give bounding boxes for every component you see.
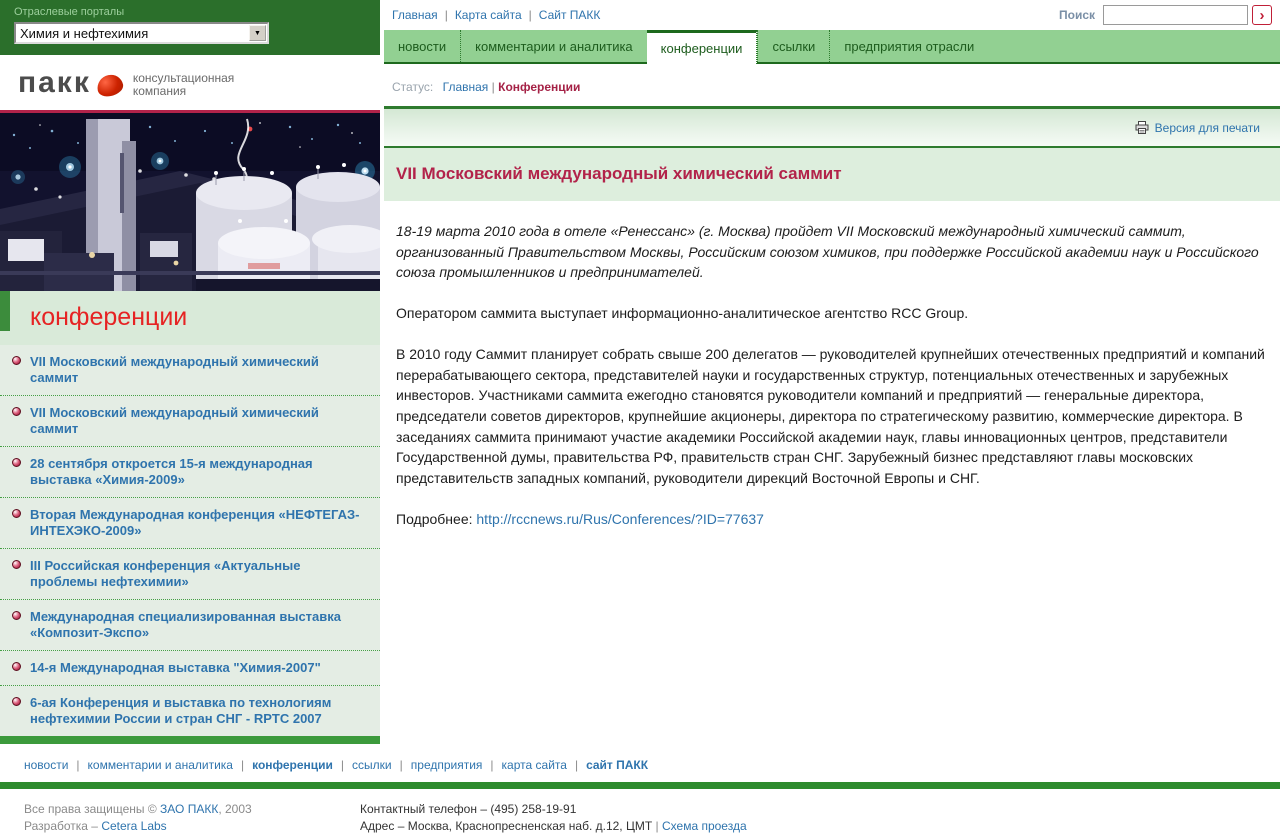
article-paragraph: Оператором саммита выступает информационно-аналитическое агентство RCC Group. — [396, 305, 969, 322]
copyright-year: , 2003 — [218, 802, 252, 816]
breadcrumb — [384, 64, 1280, 106]
left-column — [0, 0, 380, 744]
sidebar-bottom-bar — [0, 736, 380, 744]
list-item[interactable] — [0, 395, 380, 446]
separator: | — [528, 8, 532, 22]
search-zone — [1059, 5, 1272, 25]
print-band — [384, 109, 1280, 146]
plant-night-scene — [0, 113, 380, 291]
separator: | — [76, 758, 80, 772]
logo-wordmark: пакк — [18, 65, 91, 99]
portal-label: Отраслевые порталы — [14, 6, 125, 18]
separator: | — [655, 819, 659, 833]
top-link-home[interactable]: Главная — [392, 8, 438, 22]
tab-news[interactable]: новости — [398, 39, 447, 54]
tab-industry-companies[interactable]: предприятия отрасли — [829, 30, 988, 62]
list-item[interactable] — [0, 497, 380, 548]
search-input[interactable] — [1103, 5, 1248, 25]
bullet-icon — [12, 611, 21, 620]
portal-header — [0, 0, 380, 55]
tab-comments-analytics[interactable]: комментарии и аналитика — [460, 30, 647, 62]
main-column — [384, 0, 1280, 570]
footer-link-pacc-site[interactable]: сайт ПАКК — [586, 758, 649, 772]
print-version-link[interactable] — [1135, 121, 1260, 135]
list-item[interactable] — [0, 548, 380, 599]
footer-bottom — [0, 797, 1280, 835]
footer-link-companies[interactable]: предприятия — [410, 758, 483, 772]
footer-link-conferences[interactable]: конференции — [252, 758, 333, 772]
sidebar-item-label[interactable]: VII Московский международный химический саммит — [30, 405, 319, 436]
list-item[interactable] — [0, 446, 380, 497]
list-item[interactable] — [0, 599, 380, 650]
sidebar-item-label[interactable]: Вторая Международная конференция «НЕФТЕГАЗ-ИНТЕХЭКО-2009» — [30, 507, 360, 538]
footer-link-comments[interactable]: комментарии и аналитика — [87, 758, 233, 772]
footer-link-links[interactable]: ссылки — [352, 758, 392, 772]
separator: | — [340, 758, 345, 772]
breadcrumb-prefix: Статус: — [392, 80, 434, 94]
list-item[interactable] — [0, 650, 380, 685]
contact-address: Адрес – Москва, Краснопресненская наб. д.12, ЦМТ — [360, 819, 653, 833]
footer-link-sitemap[interactable]: карта сайта — [501, 758, 567, 772]
separator: | — [444, 8, 448, 22]
breadcrumb-current: Конференции — [498, 80, 581, 94]
search-label: Поиск — [1058, 8, 1095, 22]
article-more-line — [396, 509, 1268, 530]
portal-select[interactable] — [14, 22, 269, 44]
industrial-plant-photo — [0, 113, 380, 291]
bullet-icon — [12, 697, 21, 706]
logo-tagline-line1: консультационная — [132, 70, 235, 85]
directions-link[interactable]: Схема проезда — [661, 819, 747, 833]
sidebar-conference-list — [0, 345, 380, 736]
developer-link[interactable]: Cetera Labs — [101, 819, 167, 833]
separator: | — [491, 80, 495, 94]
article-body — [384, 201, 1280, 570]
bullet-icon — [12, 662, 21, 671]
separator: | — [399, 758, 403, 772]
conference-details-link[interactable]: http://rccnews.ru/Rus/Conferences/?ID=77637 — [476, 510, 764, 527]
separator: | — [240, 758, 245, 772]
search-submit-button[interactable]: › — [1252, 5, 1272, 25]
logo-tagline-line2: компания — [132, 83, 187, 98]
logo-mark — [95, 73, 125, 99]
sidebar-item-label[interactable]: III Российская конференция «Актуальные проблемы нефтехимии» — [30, 558, 301, 589]
bullet-icon — [12, 509, 21, 518]
developer-text: Разработка – — [24, 819, 98, 833]
portal-select-value: Химия и нефтехимия — [20, 25, 149, 41]
article-title-band — [384, 148, 1280, 201]
bullet-icon — [12, 458, 21, 467]
contact-phone: Контактный телефон – (495) 258-19-91 — [360, 802, 577, 816]
sidebar-item-label[interactable]: VII Московский международный химический саммит — [30, 354, 319, 385]
separator: | — [574, 758, 579, 772]
more-label: Подробнее: — [396, 510, 473, 527]
tab-conferences[interactable]: конференции — [647, 30, 758, 64]
sidebar-item-label[interactable]: Международная специализированная выставка «Композит-Экспо» — [30, 609, 342, 640]
sidebar-item-label[interactable]: 14-я Международная выставка "Химия-2007" — [30, 660, 321, 675]
copyright-block — [24, 801, 336, 835]
sidebar-title: конференции — [30, 303, 188, 331]
sidebar-item-label[interactable]: 28 сентября откроется 15-я международная выставка «Химия-2009» — [30, 456, 313, 487]
bullet-icon — [12, 407, 21, 416]
list-item[interactable] — [0, 345, 380, 395]
footer-green-band — [0, 782, 1280, 789]
footer-nav — [0, 758, 1280, 782]
tab-links[interactable]: ссылки — [757, 30, 829, 62]
sidebar-header — [0, 291, 380, 345]
footer — [0, 744, 1280, 835]
sidebar-item-label[interactable]: 6-ая Конференция и выставка по технологиям нефтехимии России и стран СНГ - RPTC 2007 — [30, 695, 332, 726]
top-link-sitemap[interactable]: Карта сайта — [454, 8, 522, 22]
main-tabs — [384, 30, 1280, 64]
bullet-icon — [12, 356, 21, 365]
contact-block — [360, 801, 747, 835]
separator: | — [490, 758, 494, 772]
top-links — [392, 8, 600, 22]
sidebar-accent-bar — [0, 291, 10, 331]
copyright-company-link[interactable]: ЗАО ПАКК — [160, 802, 219, 816]
breadcrumb-home-link[interactable]: Главная — [442, 80, 489, 94]
article-lead: 18-19 марта 2010 года в отеле «Ренессанс» (г. Москва) пройдет VII Московский международный химический саммит, организованный Правительством Москвы, Российским союзом химиков, при поддержке Российской академии наук и Российского союза промышленников и предпринимателей. — [396, 223, 1259, 281]
copyright-text: Все права защищены © — [24, 802, 157, 816]
bullet-icon — [12, 560, 21, 569]
chevron-down-icon[interactable]: ▼ — [249, 25, 266, 41]
print-version-label: Версия для печати — [1154, 120, 1260, 135]
list-item[interactable] — [0, 685, 380, 736]
printer-icon — [1135, 121, 1149, 134]
top-link-pacc-site[interactable]: Сайт ПАКК — [538, 8, 601, 22]
logo-tagline — [133, 68, 234, 98]
page-title: VII Московский международный химический саммит — [396, 164, 842, 183]
footer-link-news[interactable]: новости — [24, 758, 69, 772]
logo — [0, 55, 380, 110]
top-bar — [384, 0, 1280, 30]
article-paragraph: В 2010 году Саммит планирует собрать свыше 200 делегатов — руководителей крупнейших отечественных предприятий и компаний перерабатывающего сектора, представителей науки и государственных структур, потенциальных отечественных и зарубежных инвесторов. Участниками саммита ежегодно становятся руководители компаний и предприятий — генеральные директора, председатели советов директоров, крупнейшие акционеры, директора по стратегическому развитию, коммерческие директора. В заседаниях саммита принимают участие академики Российской академии наук, главы инновационных центров, представители Государственной думы, правительства РФ, правительств стран СНГ. Зарубежный бизнес представляют главы московских представительств западных компаний, руководители дирекций Восточной Европы и СНГ. — [396, 345, 1265, 487]
